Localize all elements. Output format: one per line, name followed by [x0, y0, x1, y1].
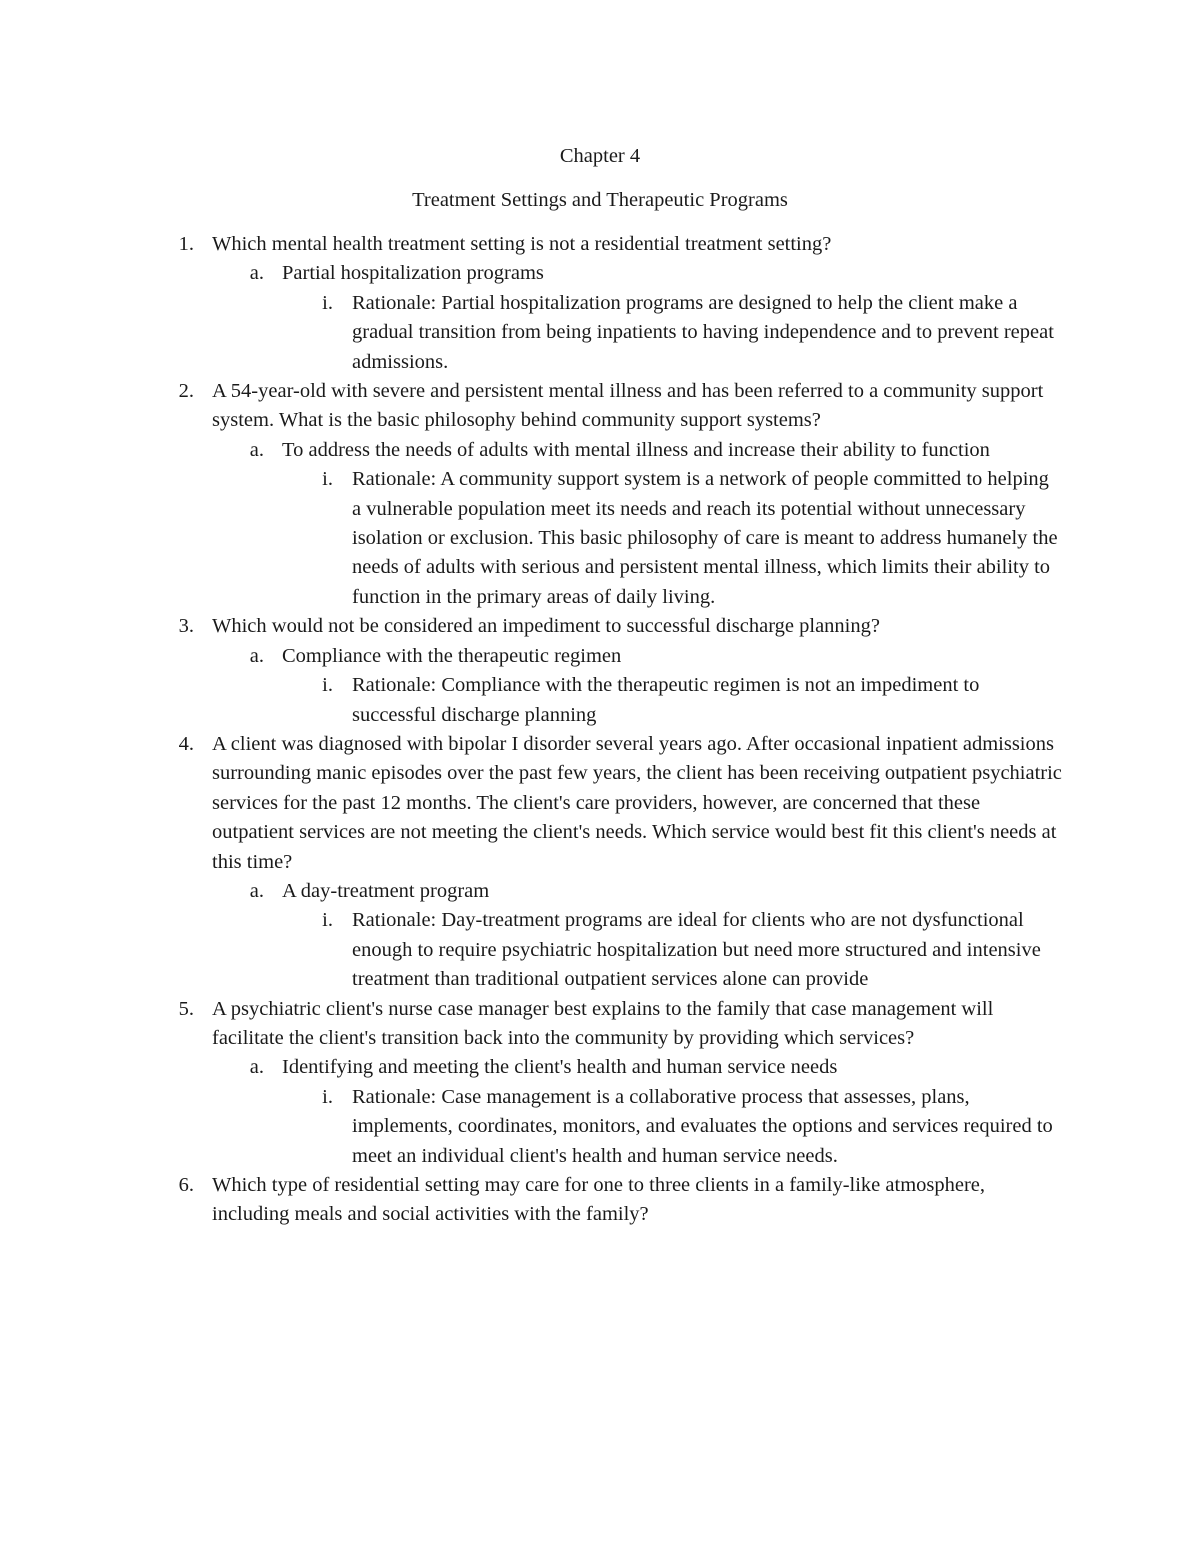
- question-number: 6.: [178, 1174, 194, 1196]
- chapter-heading: Chapter 4: [559, 145, 641, 167]
- rationale-line: [0, 671, 1062, 730]
- rationale-numeral: i.: [322, 291, 333, 314]
- rationale-line: [0, 289, 1062, 377]
- question-line: [0, 612, 1062, 641]
- rationale-numeral: i.: [322, 468, 333, 491]
- question-number: 1.: [178, 233, 194, 255]
- rationale-line: [0, 906, 1062, 994]
- answer-line: [0, 259, 1062, 288]
- question-text: A psychiatric client's nurse case manager best explains to the family that case management will facilitate the client's transition back into the community by providing which services?: [212, 997, 994, 1049]
- answer-letter: a.: [249, 1056, 264, 1079]
- question-item: [0, 995, 1200, 1171]
- question-number: 2.: [178, 380, 194, 403]
- question-line: [0, 230, 1062, 259]
- answer-letter: a.: [249, 644, 264, 667]
- question-item: [0, 230, 1200, 377]
- rationale-text: Rationale: Partial hospitalization programs are designed to help the client make a gradual transition from being inpatients to having independence and to prevent repeat admissions.: [352, 291, 1054, 373]
- question-item: [0, 377, 1200, 612]
- question-item: [0, 612, 1200, 730]
- question-text: Which type of residential setting may care for one to three clients in a family-like atmosphere, including meals and social activities with the family?: [212, 1174, 986, 1226]
- answer-text: A day-treatment program: [282, 879, 490, 902]
- answer-line: [0, 642, 1062, 671]
- rationale-line: [0, 465, 1062, 612]
- question-number: 3.: [178, 615, 194, 638]
- answer-text: Identifying and meeting the client's health and human service needs: [282, 1056, 838, 1079]
- rationale-line: [0, 1083, 1062, 1171]
- rationale-text: Rationale: Case management is a collaborative process that assesses, plans, implements, coordinates, monitors, and evaluates the options and services required to meet an individual client's health and human service needs.: [352, 1085, 1053, 1167]
- rationale-numeral: i.: [322, 909, 333, 932]
- answer-line: [0, 436, 1062, 465]
- chapter-subtitle: Treatment Settings and Therapeutic Programs: [412, 189, 788, 211]
- question-list: [0, 230, 1200, 1230]
- question-text: A client was diagnosed with bipolar I disorder several years ago. After occasional inpatient admissions surrounding manic episodes over the past few years, the client has been receiving outpatient psychiatric services for the past 12 months. The client's care providers, however, are concerned that these outpatient services are not meeting the client's needs. Which service would best fit this client's needs at this time?: [212, 732, 1062, 873]
- rationale-text: Rationale: A community support system is a network of people committed to helping a vulnerable population meet its needs and reach its potential without unnecessary isolation or exclusion. This basic philosophy of care is meant to address humanely the needs of adults with serious and persistent mental illness, which limits their ability to function in the primary areas of daily living.: [352, 468, 1058, 608]
- rationale-text: Rationale: Day-treatment programs are ideal for clients who are not dysfunctional enough to require psychiatric hospitalization but need more structured and intensive treatment than traditional outpatient services alone can provide: [352, 909, 1041, 991]
- answer-line: [0, 1053, 1062, 1082]
- rationale-numeral: i.: [322, 1085, 333, 1108]
- answer-letter: a.: [249, 262, 264, 285]
- rationale-numeral: i.: [322, 674, 333, 697]
- question-text: A 54-year-old with severe and persistent mental illness and has been referred to a community support system. What is the basic philosophy behind community support systems?: [212, 380, 1044, 432]
- question-number: 4.: [178, 732, 194, 755]
- question-text: Which would not be considered an impediment to successful discharge planning?: [212, 615, 880, 638]
- answer-letter: a.: [249, 879, 264, 902]
- answer-line: [0, 877, 1062, 906]
- question-item: [0, 730, 1200, 995]
- answer-letter: a.: [249, 438, 264, 461]
- answer-text: Compliance with the therapeutic regimen: [282, 644, 622, 667]
- rationale-text: Rationale: Compliance with the therapeutic regimen is not an impediment to successful discharge planning: [352, 674, 980, 726]
- answer-text: To address the needs of adults with mental illness and increase their ability to function: [282, 438, 990, 461]
- question-line: [0, 995, 1062, 1054]
- answer-text: Partial hospitalization programs: [282, 262, 544, 285]
- question-line: [0, 1171, 1062, 1230]
- question-line: [0, 730, 1062, 877]
- question-text: Which mental health treatment setting is not a residential treatment setting?: [212, 233, 832, 255]
- question-number: 5.: [178, 997, 194, 1020]
- question-line: [0, 377, 1062, 436]
- question-item: [0, 1171, 1200, 1230]
